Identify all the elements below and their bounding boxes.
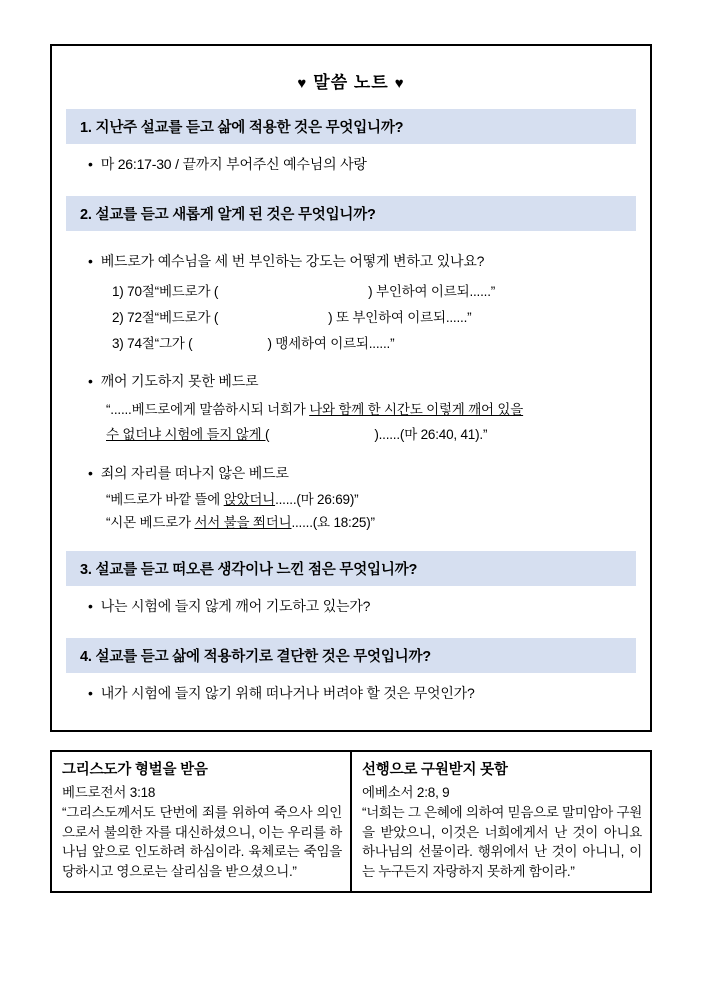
worship-note-box — [50, 44, 652, 732]
answer-4-item — [66, 677, 636, 709]
numbered-item-3 — [66, 329, 636, 355]
quote-plain-1: “......베드로에게 말씀하시되 너희가 — [106, 402, 310, 417]
table-row — [51, 751, 651, 892]
bullet-icon: • — [88, 684, 93, 701]
quote-plain-2: )......(마 26:40, 41).” — [374, 426, 488, 442]
sub-block-2-line-1 — [66, 489, 636, 512]
answer-1-item — [66, 148, 636, 180]
memory-card-2-title: 선행으로 구원받지 못함 — [362, 762, 508, 778]
quote-open-3: “ — [154, 336, 159, 351]
spacer — [66, 355, 636, 365]
answer-3-item — [66, 590, 636, 622]
quote-underline-2: 수 없더냐 시험에 들지 않게 ( — [106, 426, 270, 442]
spacer — [66, 235, 636, 245]
quote-close-2: ” — [467, 310, 472, 325]
memory-verse-table — [50, 750, 652, 893]
fill-text-2a: 베드로가 ( — [158, 310, 219, 325]
quote-close-3: ” — [390, 336, 395, 351]
spacer — [66, 622, 636, 638]
verse-ref-1: 70절 — [127, 284, 155, 299]
answer-4-text: 내가 시험에 들지 않기 위해 떠나거나 버려야 할 것은 무엇인가? — [100, 684, 475, 701]
sub-block-1-heading-text: 깨어 기도하지 못한 베드로 — [100, 373, 259, 389]
memory-card-1-body: “그리스도께서도 단번에 죄를 위하여 죽으사 의인으로서 불의한 자를 대신하셨으니, 이는 우리를 하나님 앞으로 인도하려 하심이라. 육체로는 죽임을 당하시고 영으로는 살리심을 받으셨으니.” — [62, 805, 342, 879]
memory-card-1 — [51, 751, 351, 892]
memory-card-1-reference: 베드로전서 3:18 — [62, 785, 156, 800]
quote-underline-3: 앉았더니 — [223, 491, 276, 507]
sub-block-2-line-2 — [66, 512, 636, 535]
answer-3-text: 나는 시험에 들지 않게 깨어 기도하고 있는가? — [100, 597, 371, 614]
sub-block-1-line-1 — [66, 397, 636, 424]
memory-card-1-title: 그리스도가 형벌을 받음 — [62, 762, 208, 778]
verse-ref-3: 74절 — [127, 336, 155, 351]
answer-1-text: 마 26:17-30 / 끝까지 부어주신 예수님의 사랑 — [100, 156, 367, 172]
bullet-icon: • — [88, 464, 93, 481]
bullet-icon: • — [88, 373, 93, 389]
numbered-label-3: 3) — [112, 336, 124, 351]
fill-text-3b: ) 맹세하여 이르되...... — [267, 336, 391, 351]
fill-text-1b: ) 부인하여 이르되...... — [368, 284, 491, 299]
quote-close-1: ” — [490, 284, 496, 299]
verse-ref-2: 72절 — [127, 310, 155, 325]
spacer — [66, 535, 636, 551]
answer-2-item — [66, 245, 636, 277]
quote-underline-4: 서서 불을 쬐더니 — [194, 514, 292, 530]
question-3-bar: 3. 설교를 듣고 떠오른 생각이나 느낀 점은 무엇입니까? — [66, 551, 636, 586]
fill-text-3a: 그가 ( — [158, 336, 193, 351]
bullet-icon: • — [88, 156, 93, 172]
quote-open-1: “ — [154, 284, 159, 299]
spacer — [66, 180, 636, 196]
quote-plain-5: “시몬 베드로가 — [106, 514, 195, 530]
answer-2-text: 베드로가 예수님을 세 번 부인하는 강도는 어떻게 변하고 있나요? — [100, 253, 485, 269]
quote-plain-3: “베드로가 바깥 뜰에 — [106, 491, 224, 507]
quote-plain-4: ......(마 26:69)” — [275, 491, 359, 507]
numbered-item-2 — [66, 303, 636, 329]
memory-card-2-body: “너희는 그 은혜에 의하여 믿음으로 말미암아 구원을 받았으니, 이것은 너희에게서 난 것이 아니요 하나님의 선물이라. 행위에서 난 것이 아니니, 이는 누구든지 자랑하지 못하게 함이라.” — [362, 805, 642, 879]
memory-card-2-reference: 에베소서 2:8, 9 — [362, 785, 450, 800]
bullet-icon: • — [88, 597, 93, 614]
heart-icon-left: ♥ — [297, 75, 308, 92]
quote-underline-1: 나와 함께 한 시간도 이렇게 깨어 있을 — [309, 402, 524, 417]
sub-block-1-line-2 — [66, 424, 636, 447]
question-1-bar: 1. 지난주 설교를 듣고 삶에 적용한 것은 무엇입니까? — [66, 109, 636, 144]
question-2-bar: 2. 설교를 듣고 새롭게 알게 된 것은 무엇입니까? — [66, 196, 636, 231]
page-title — [66, 68, 636, 93]
fill-text-1a: 베드로가 ( — [158, 284, 219, 299]
fill-text-2b: ) 또 부인하여 이르되...... — [328, 310, 468, 325]
quote-plain-6: ......(요 18:25)” — [291, 514, 375, 530]
sub-block-2-heading-text: 죄의 자리를 떠나지 않은 베드로 — [100, 464, 289, 481]
bullet-icon: • — [88, 253, 93, 269]
numbered-label-2: 2) — [112, 310, 124, 325]
sub-block-2-heading — [66, 457, 636, 489]
page-title-text: 말씀 노트 — [313, 73, 389, 92]
numbered-label-1: 1) — [112, 284, 124, 299]
memory-card-2 — [351, 751, 651, 892]
heart-icon-right: ♥ — [394, 75, 405, 92]
spacer — [66, 447, 636, 457]
numbered-item-1 — [66, 277, 636, 303]
question-4-bar: 4. 설교를 듣고 삶에 적용하기로 결단한 것은 무엇입니까? — [66, 638, 636, 673]
quote-open-2: “ — [154, 310, 159, 325]
sub-block-1-heading — [66, 365, 636, 397]
